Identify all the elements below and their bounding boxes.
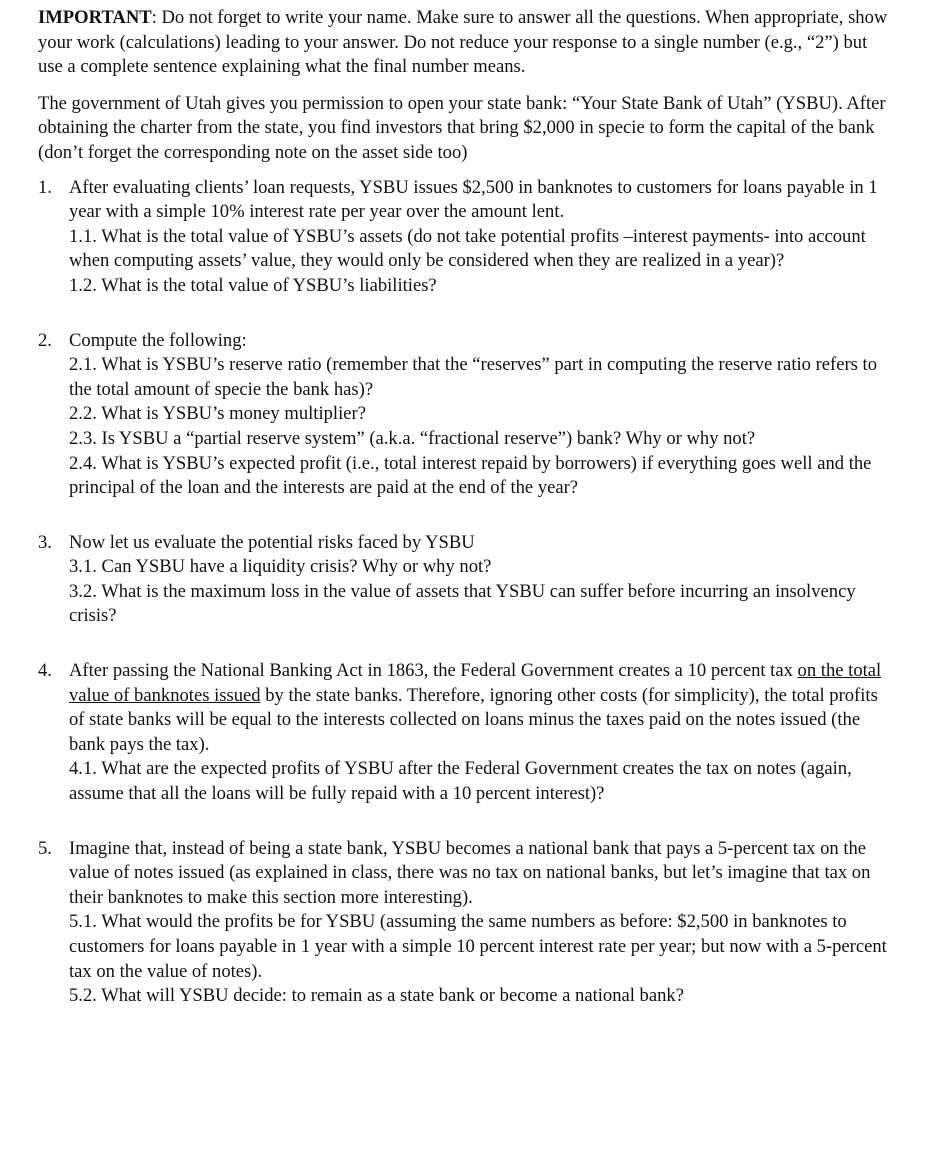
question-number: 2.: [38, 329, 52, 351]
subquestion-2-2: 2.2. What is YSBU’s money multiplier?: [69, 403, 366, 425]
question-text: Now let us evaluate the potential risks faced by YSBU: [69, 531, 475, 553]
important-label: IMPORTANT: [38, 7, 152, 28]
question-text: Compute the following:: [69, 329, 247, 351]
question-text: [69, 659, 895, 757]
question-number: 1.: [38, 176, 52, 198]
subquestion-3-1: 3.1. Can YSBU have a liquidity crisis? Why or why not?: [69, 556, 492, 578]
subquestion-4-1: 4.1. What are the expected profits of YSBU after the Federal Government creates the tax on notes (again, assume that all the loans will be fully repaid with a 10 percent interest)?: [69, 758, 852, 805]
subquestion-2-3: 2.3. Is YSBU a “partial reserve system” (a.k.a. “fractional reserve”) bank? Why or why not?: [69, 427, 756, 449]
subquestion-1-2: 1.2. What is the total value of YSBU’s liabilities?: [69, 274, 437, 296]
question-text: Imagine that, instead of being a state bank, YSBU becomes a national bank that pays a 5-percent tax on the value of notes issued (as explained in class, there was no tax on national banks, but let’s imagine that tax on their banknotes to make this section more interesting).: [69, 837, 871, 908]
question-3: [38, 531, 895, 629]
subquestion-5-2: 5.2. What will YSBU decide: to remain as a state bank or become a national bank?: [69, 985, 684, 1007]
subquestion-2-1: 2.1. What is YSBU’s reserve ratio (remember that the “reserves” part in computing the reserve ratio refers to the total amount of specie the bank has)?: [69, 354, 878, 400]
question-text: After evaluating clients’ loan requests, YSBU issues $2,500 in banknotes to customers for loans payable in 1 year with a simple 10% interest rate per year over the amount lent.: [69, 176, 878, 223]
question-4: [38, 659, 895, 807]
instructions-paragraph: [38, 6, 895, 80]
question-text-end: by the state banks. Therefore, ignoring other costs (for simplicity), the total profits of state banks will be equal to the interests collected on loans minus the taxes paid on the notes issued (the bank pays the tax).: [69, 684, 878, 755]
subquestion-2-4: 2.4. What is YSBU’s expected profit (i.e., total interest repaid by borrowers) if everything goes well and the principal of the loan and the interests are paid at the end of the year?: [69, 452, 872, 499]
question-number: 4.: [38, 660, 52, 682]
question-1: [38, 176, 895, 299]
subquestion-1-1: 1.1. What is the total value of YSBU’s assets (do not take potential profits –interest payments- into account when computing assets’ value, they would only be considered when they are realized in a year)?: [69, 225, 866, 272]
question-number: 5.: [38, 837, 52, 859]
underlined-phrase: on the total value of banknotes issued: [69, 660, 882, 706]
subquestion-5-1: 5.1. What would the profits be for YSBU (assuming the same numbers as before: $2,500 in banknotes to customers for loans payable in 1 year with a simple 10 percent interest rate per year; but now with a 5-percent tax on the value of notes).: [69, 911, 887, 982]
question-number: 3.: [38, 531, 52, 553]
subquestion-3-2: 3.2. What is the maximum loss in the value of assets that YSBU can suffer before incurring an insolvency crisis?: [69, 580, 856, 627]
question-5: [38, 837, 895, 1009]
context-paragraph: The government of Utah gives you permission to open your state bank: “Your State Bank of Utah” (YSBU). After obtaining the charter from the state, you find investors that bring $2,000 in specie to form the capital of the bank (don’t forget the corresponding note on the asset side too): [38, 92, 886, 163]
question-text-start: After passing the National Banking Act in 1863, the Federal Government creates a 10 percent tax: [69, 660, 798, 682]
instructions-text: : Do not forget to write your name. Make sure to answer all the questions. When appropriate, show your work (calculations) leading to your answer. Do not reduce your response to a single number (e.g., “2”) but use a complete sentence explaining what the final number means.: [38, 7, 888, 78]
question-2: [38, 329, 895, 501]
